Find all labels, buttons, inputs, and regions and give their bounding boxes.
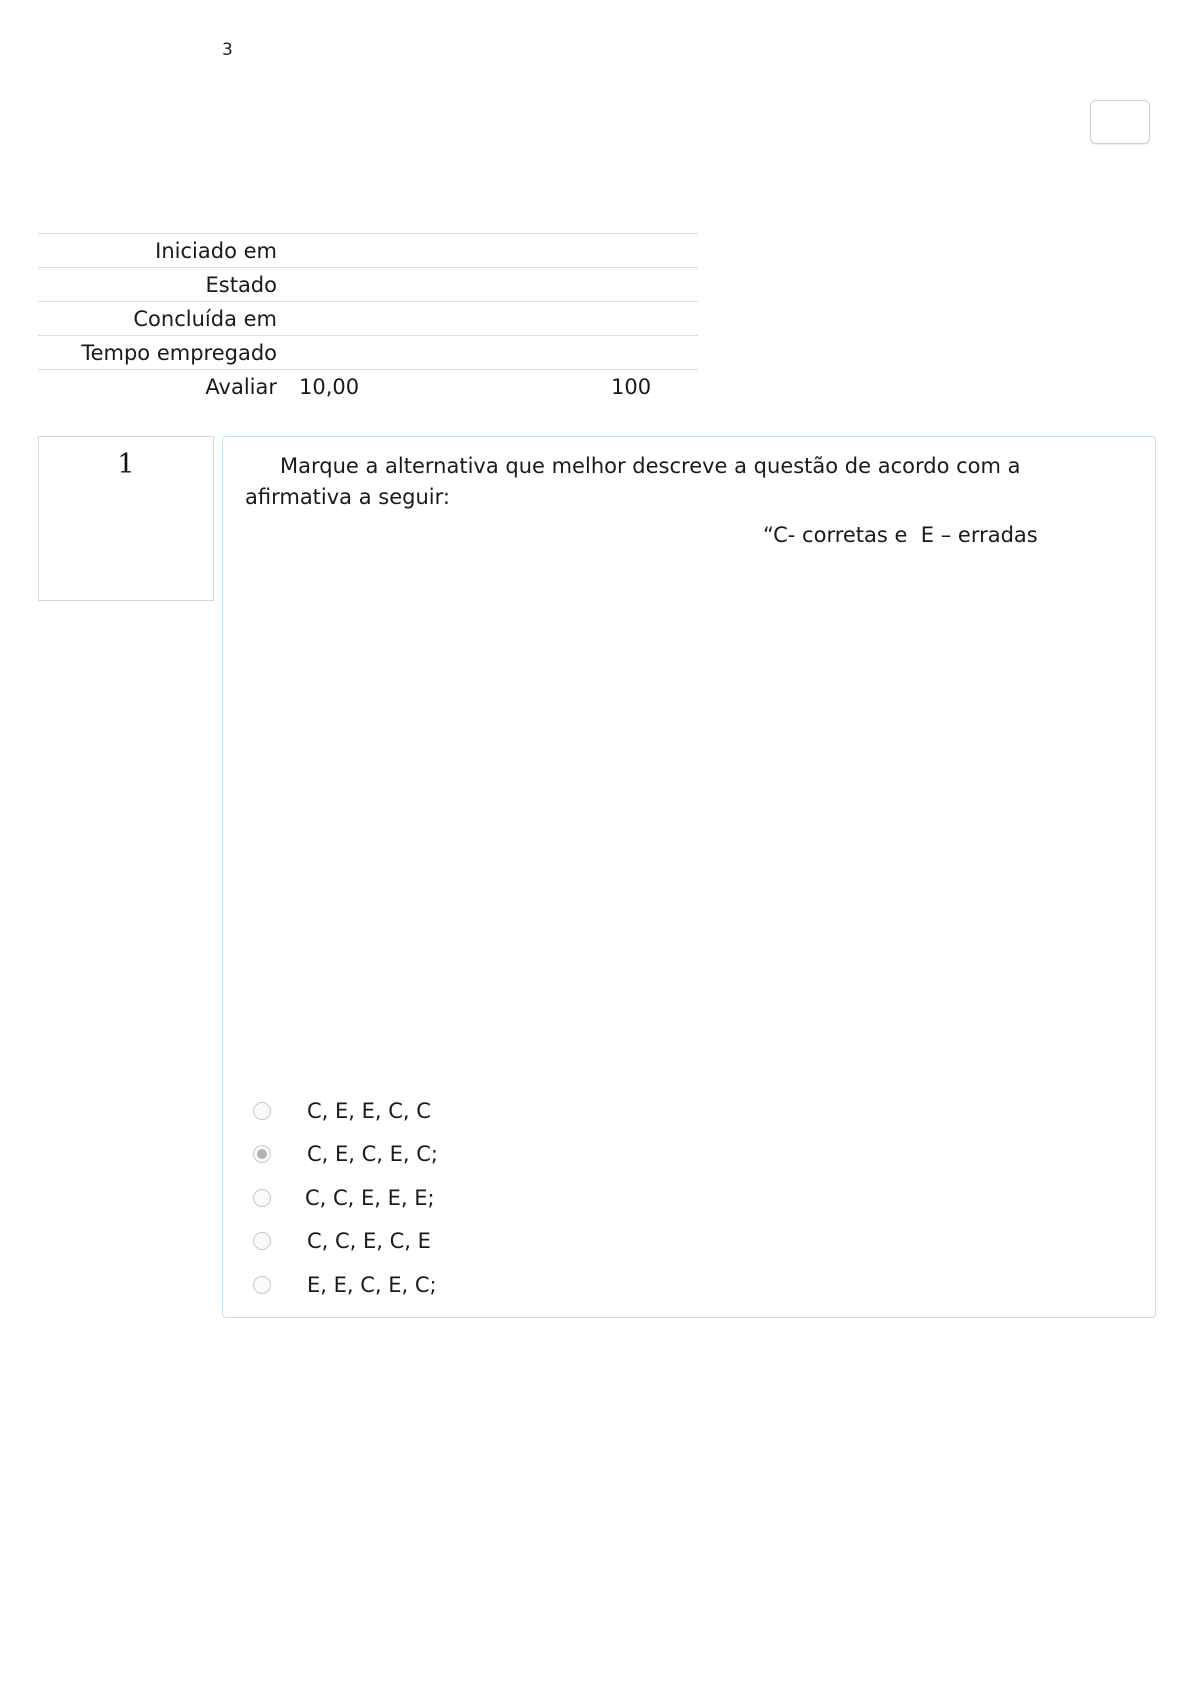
grade-value: 10,00 bbox=[299, 374, 360, 399]
answer-option-c[interactable] bbox=[253, 1176, 438, 1220]
answer-label: C, C, E, C, E bbox=[307, 1229, 431, 1254]
summary-row-completed bbox=[38, 301, 698, 335]
summary-row-state bbox=[38, 267, 698, 301]
summary-label: Tempo empregado bbox=[81, 340, 277, 365]
page-number: 3 bbox=[222, 40, 233, 60]
question-text: Marque a alternativa que melhor descreve a questão de acordo com a afirmativa a seguir: bbox=[245, 454, 1021, 509]
grade-max: 100 bbox=[611, 374, 652, 399]
summary-row-time-taken bbox=[38, 335, 698, 369]
radio-button[interactable] bbox=[253, 1232, 271, 1250]
summary-label: Estado bbox=[205, 272, 277, 297]
answer-list bbox=[253, 1089, 438, 1307]
summary-label: Concluída em bbox=[133, 306, 277, 331]
attempt-summary-table bbox=[38, 233, 698, 403]
radio-button[interactable] bbox=[253, 1189, 271, 1207]
answer-label: E, E, C, E, C; bbox=[307, 1272, 437, 1297]
question-info-box bbox=[38, 436, 214, 601]
answer-option-e[interactable] bbox=[253, 1263, 438, 1307]
answer-option-a[interactable] bbox=[253, 1089, 438, 1133]
answer-label: C, C, E, E, E; bbox=[305, 1185, 435, 1210]
summary-label: Avaliar bbox=[205, 374, 277, 399]
header-button[interactable] bbox=[1090, 100, 1150, 144]
radio-button[interactable] bbox=[253, 1276, 271, 1294]
question-number: 1 bbox=[117, 449, 135, 480]
answer-option-d[interactable] bbox=[253, 1220, 438, 1264]
radio-button-selected[interactable] bbox=[253, 1145, 271, 1163]
answer-label: C, E, E, C, C bbox=[307, 1098, 431, 1123]
answer-label: C, E, C, E, C; bbox=[307, 1142, 439, 1167]
summary-label: Iniciado em bbox=[155, 238, 277, 263]
question-quote: “C- corretas e E – erradas bbox=[763, 523, 1038, 547]
summary-row-grade bbox=[38, 369, 698, 403]
answer-option-b[interactable] bbox=[253, 1133, 438, 1177]
question-content bbox=[222, 436, 1156, 1318]
radio-button[interactable] bbox=[253, 1102, 271, 1120]
summary-row-started bbox=[38, 233, 698, 267]
